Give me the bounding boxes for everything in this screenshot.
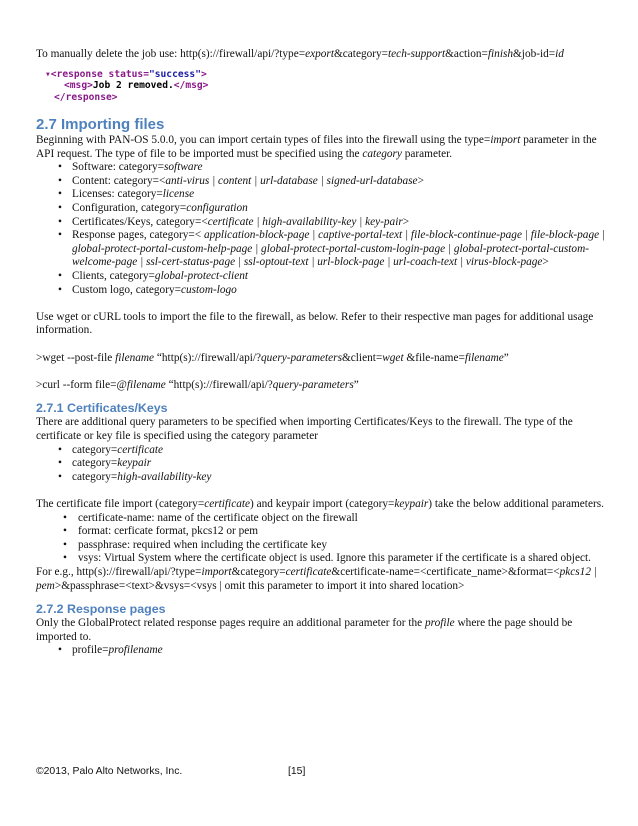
list-item: • category=certificate xyxy=(36,444,606,458)
list-item: • passphrase: required when including the certificate key xyxy=(36,539,606,553)
wget-command: >wget --post-file filename “http(s)://firewall/api/?query-parameters&client=wget &file-name=filename” xyxy=(36,351,509,364)
list-item: • Clients, category=global-protect-client xyxy=(36,270,606,284)
section-heading-response-pages: 2.7.2 Response pages xyxy=(36,602,166,617)
intro-paragraph: To manually delete the job use: http(s)://firewall/api/?type=export&category=tech-support&action=finish&job-id=id xyxy=(36,48,564,60)
list-item: • Custom logo, category=custom-logo xyxy=(36,284,606,298)
certificates-paragraph: There are additional query parameters to be specified when importing Certificates/Keys to the firewall. The type of the certificate or key file is specified using the category parameter xyxy=(36,416,573,442)
list-item: • vsys: Virtual System where the certificate object is used. Ignore this parameter if the certificate is a shared object. xyxy=(36,552,606,566)
response-pages-paragraph: Only the GlobalProtect related response pages require an additional parameter for the profile where the page should be imported to. xyxy=(36,617,573,643)
footer-page-number: [15] xyxy=(288,766,306,777)
list-item: • category=keypair xyxy=(36,457,606,471)
xml-response-snippet xyxy=(45,69,606,104)
section-heading-certificates-keys: 2.7.1 Certificates/Keys xyxy=(36,401,168,416)
certificate-params-list xyxy=(36,512,606,566)
response-pages-list xyxy=(36,644,606,658)
import-category-list xyxy=(36,161,606,297)
list-item: • format: cerficate format, pkcs12 or pem xyxy=(36,525,606,539)
list-item: • profile=profilename xyxy=(36,644,606,658)
import-intro-paragraph: Beginning with PAN-OS 5.0.0, you can import certain types of files into the firewall using the type=import parameter in the API request. The type of file to be imported must be specified using the category parameter. xyxy=(36,134,597,160)
example-url-paragraph: For e.g., http(s)://firewall/api/?type=import&category=certificate&certificate-name=<certificate_name>&format=<pkcs12 | pem>&passphrase=<text>&vsys=<vsys | omit this parameter to import it into shared location> xyxy=(36,565,597,592)
list-item: • Content: category=<anti-virus | content | url-database | signed-url-database> xyxy=(36,175,606,189)
list-item: • Response pages, category=< application-block-page | captive-portal-text | file-block-continue-page | file-block-page | global-protect-portal-custom-help-page | global-protect-portal-custom-login-page | global-protect-portal-custom-welcome-page | ssl-cert-status-page | ssl-optout-text | url-block-page | url-coach-text | virus-block-page> xyxy=(36,229,606,270)
list-item: • Licenses: category=license xyxy=(36,188,606,202)
list-item: • Certificates/Keys, category=<certificate | high-availability-key | key-pair> xyxy=(36,216,606,230)
document-page xyxy=(36,48,606,658)
xml-line-response-close: </response> xyxy=(54,91,118,103)
section-heading-importing-files: 2.7 Importing files xyxy=(36,116,165,134)
usage-paragraph: Use wget or cURL tools to import the file to the firewall, as below. Refer to their respective man pages for additional usage information. xyxy=(36,310,594,337)
certificate-category-list xyxy=(36,444,606,485)
footer-copyright: ©2013, Palo Alto Networks, Inc. xyxy=(36,766,183,777)
xml-line-msg: <msg>Job 2 removed.</msg> xyxy=(64,80,209,92)
curl-command: >curl --form file=@filename “http(s)://firewall/api/?query-parameters” xyxy=(36,378,359,391)
list-item: • certificate-name: name of the certificate object on the firewall xyxy=(36,512,606,526)
certificate-params-paragraph: The certificate file import (category=certificate) and keypair import (category=keypair) take the below additional parameters. xyxy=(36,497,604,510)
xml-line-response-open: ▾<response status="success"> xyxy=(45,68,207,80)
list-item: • Software: category=software xyxy=(36,161,606,175)
list-item: • category=high-availability-key xyxy=(36,471,606,485)
list-item: • Configuration, category=configuration xyxy=(36,202,606,216)
